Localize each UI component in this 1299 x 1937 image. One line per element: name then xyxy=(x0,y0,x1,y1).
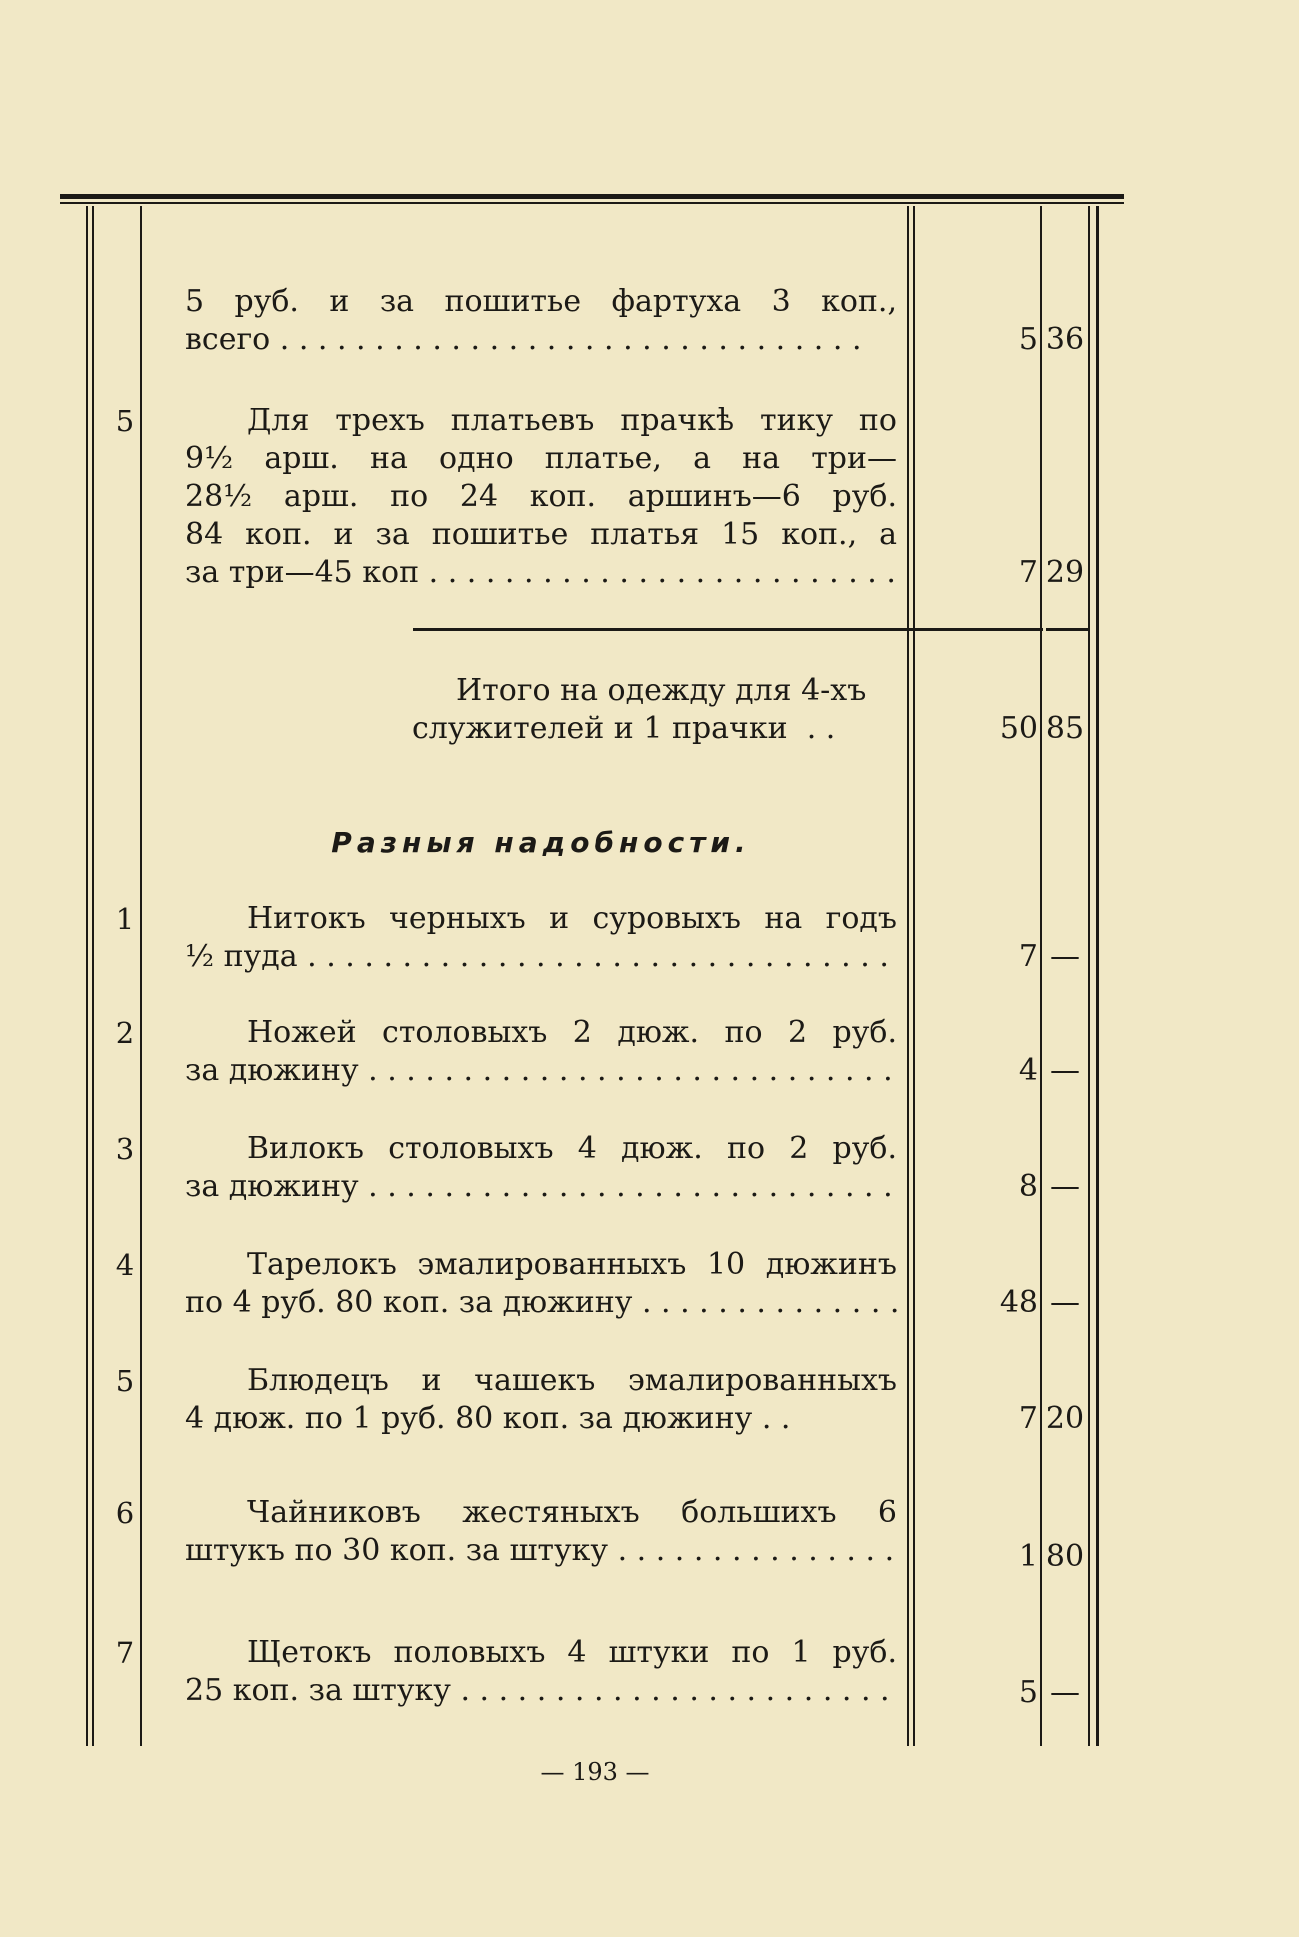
entry-line: Тарелокъ эмалированныхъ 10 дюжинъ xyxy=(247,1247,897,1282)
entry-line: всего . . . xyxy=(185,321,897,359)
rub-amount: 1 xyxy=(1018,1539,1038,1574)
entry-line: 28½ арш. по 24 коп. аршинъ—6 руб. xyxy=(185,479,897,514)
entry-line: Вилокъ столовыхъ 4 дюж. по 2 руб. xyxy=(247,1131,897,1166)
entry-number: 2 xyxy=(115,1016,135,1050)
entry-line: ½ пуда . . . xyxy=(185,938,897,976)
kop-amount: — xyxy=(1050,1675,1080,1710)
entry-text xyxy=(185,402,897,592)
entry-line: за дюжину . . . xyxy=(185,1052,897,1090)
entry-line: 5 руб. и за пошитье фартуха 3 коп., xyxy=(185,284,897,319)
entry-line: по 4 руб. 80 коп. за дюжину . . . xyxy=(185,1284,897,1322)
entry-line: 84 коп. и за пошитье платья 15 коп., а xyxy=(185,517,897,552)
left-border xyxy=(86,206,88,1746)
text-column-rule-inner xyxy=(913,206,915,1746)
entry-number: 5 xyxy=(115,1364,135,1398)
entry-line: Блюдецъ и чашекъ эмалированныхъ xyxy=(247,1363,897,1398)
rub-amount: 4 xyxy=(1018,1053,1038,1088)
kop-amount: — xyxy=(1050,1169,1080,1204)
page-number: — 193 — xyxy=(540,1758,650,1786)
total-line: Итого на одежду для 4-хъ xyxy=(456,673,867,708)
entry-number: 4 xyxy=(115,1248,135,1282)
rub-amount: 5 xyxy=(1018,1675,1038,1710)
kop-amount: — xyxy=(1050,1053,1080,1088)
kop-amount: — xyxy=(1050,939,1080,974)
entry-line: 25 коп. за штуку . . . xyxy=(185,1672,897,1710)
top-rule xyxy=(60,194,1124,199)
total-rule-kop xyxy=(1046,628,1088,631)
right-border-outer xyxy=(1096,206,1099,1746)
rub-amount: 7 xyxy=(1018,555,1038,590)
entry-number: 5 xyxy=(115,404,135,438)
entry-line: Для трехъ платьевъ прачкѣ тику по xyxy=(247,403,897,438)
entry-line: за три—45 коп . . . xyxy=(185,554,897,592)
total-rub: 50 xyxy=(999,711,1038,746)
entry-line: 4 дюж. по 1 руб. 80 коп. за дюжину . . xyxy=(185,1401,791,1436)
text-column-rule xyxy=(907,206,909,1746)
entry-line: Нитокъ черныхъ и суровыхъ на годъ xyxy=(247,901,897,936)
total-line: служителей и 1 прачки . . xyxy=(412,711,836,746)
entry-number: 1 xyxy=(115,902,135,936)
section-heading: Разныя надобности. xyxy=(331,826,751,859)
kop-amount: 80 xyxy=(1045,1539,1085,1574)
total-rule xyxy=(413,628,1043,631)
entry-number: 7 xyxy=(115,1636,135,1670)
entry-line: за дюжину . . . xyxy=(185,1168,897,1206)
top-rule-thin xyxy=(60,202,1124,204)
entry-text xyxy=(185,900,897,976)
entry-line: Щетокъ половыхъ 4 штуки по 1 руб. xyxy=(247,1635,897,1670)
left-border-inner xyxy=(92,206,94,1746)
total-text xyxy=(330,672,890,748)
rub-amount: 48 xyxy=(999,1285,1038,1320)
right-border xyxy=(1088,206,1090,1746)
entry-text xyxy=(185,1362,897,1438)
kop-amount: — xyxy=(1050,1285,1080,1320)
entry-text xyxy=(185,1130,897,1206)
entry-line: штукъ по 30 коп. за штуку . . . xyxy=(185,1532,897,1570)
entry-text xyxy=(185,1634,897,1710)
kop-amount: 20 xyxy=(1045,1401,1085,1436)
entry-text xyxy=(185,283,897,359)
entry-number: 6 xyxy=(115,1496,135,1530)
entry-number: 3 xyxy=(115,1132,135,1166)
rub-amount: 7 xyxy=(1018,1401,1038,1436)
rub-column-rule xyxy=(1040,206,1042,1746)
entry-text xyxy=(185,1246,897,1322)
rub-amount: 7 xyxy=(1018,939,1038,974)
kop-amount: 36 xyxy=(1045,322,1085,357)
entry-line: 9½ арш. на одно платье, а на три— xyxy=(185,441,897,476)
rub-amount: 8 xyxy=(1018,1169,1038,1204)
entry-line: Ножей столовыхъ 2 дюж. по 2 руб. xyxy=(247,1015,897,1050)
entry-line: Чайниковъ жестяныхъ большихъ 6 xyxy=(247,1495,897,1530)
entry-text xyxy=(185,1494,897,1570)
kop-amount: 29 xyxy=(1045,555,1085,590)
total-kop: 85 xyxy=(1045,711,1085,746)
entry-text xyxy=(185,1014,897,1090)
rub-amount: 5 xyxy=(1018,322,1038,357)
